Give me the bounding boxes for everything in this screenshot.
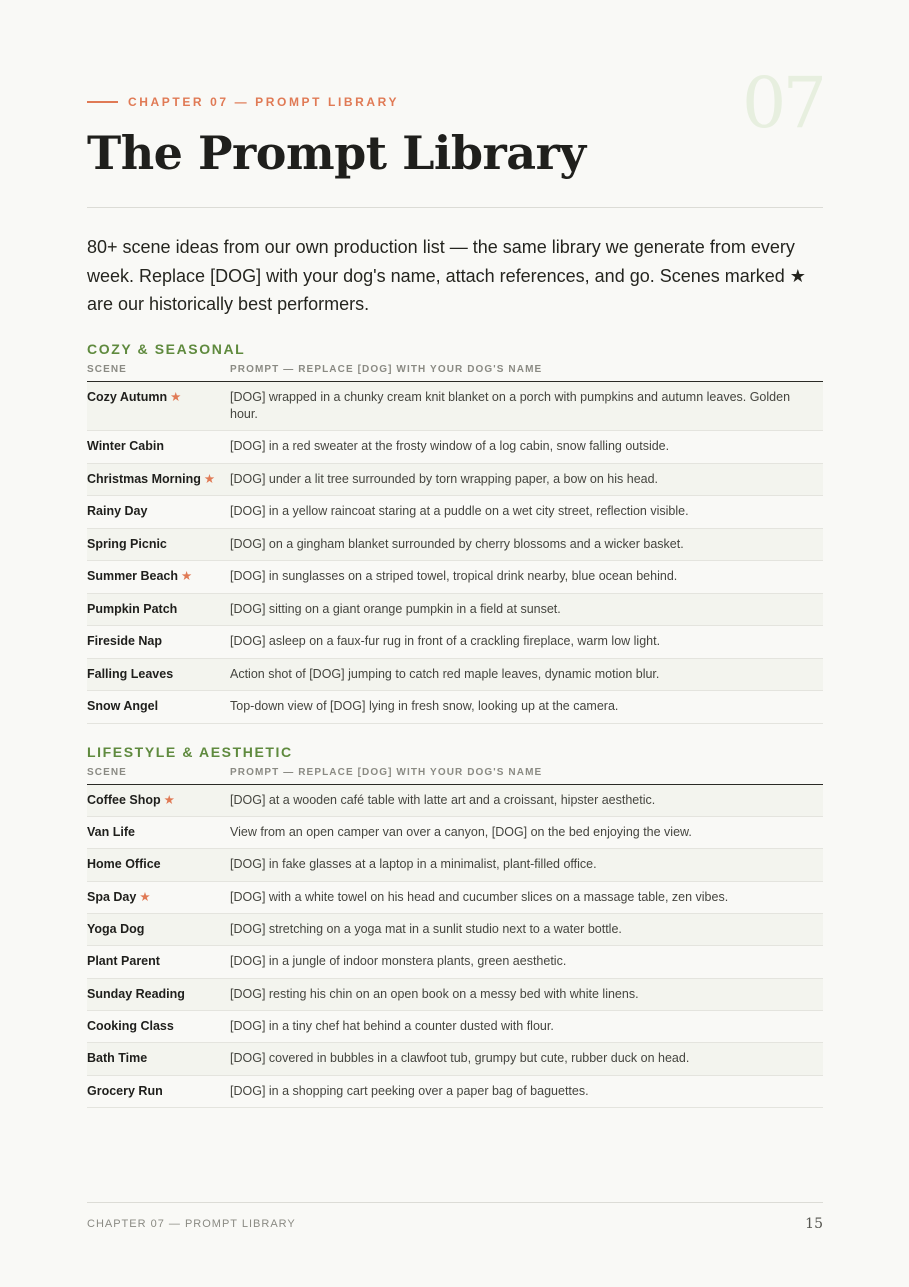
table-row — [87, 626, 823, 659]
prompt-text: [DOG] in fake glasses at a laptop in a minimalist, plant-filled office. — [230, 857, 597, 871]
prompt-text: [DOG] stretching on a yoga mat in a sunlit studio next to a water bottle. — [230, 922, 622, 936]
scene-label: Spa Day — [87, 890, 137, 904]
table-row — [87, 431, 823, 464]
scene-name — [87, 601, 230, 619]
chapter-eyebrow — [87, 95, 399, 109]
scene-name — [87, 953, 230, 971]
scene-name — [87, 824, 230, 841]
prompt-text: [DOG] with a white towel on his head and cucumber slices on a massage table, zen vibes. — [230, 890, 729, 904]
scene-label: Bath Time — [87, 1051, 148, 1065]
table-row — [87, 561, 823, 594]
page-number: 15 — [805, 1216, 823, 1232]
title-divider — [87, 207, 823, 208]
prompt-text: [DOG] sitting on a giant orange pumpkin in a field at sunset. — [230, 601, 561, 616]
prompt-text: View from an open camper van over a canyon, [DOG] on the bed enjoying the view. — [230, 825, 692, 839]
star-icon: ★ — [181, 569, 193, 583]
scene-name — [87, 921, 230, 938]
page — [87, 0, 823, 1287]
scene-label: Grocery Run — [87, 1084, 163, 1098]
scene-label: Home Office — [87, 857, 161, 871]
prompt-text: [DOG] in a yellow raincoat staring at a puddle on a wet city street, reflection visible. — [230, 504, 689, 518]
star-icon: ★ — [170, 390, 182, 404]
footer-divider — [87, 1202, 823, 1203]
column-header-scene: SCENE — [87, 364, 127, 375]
chapter-number-watermark: 07 — [741, 62, 823, 144]
page-title: The Prompt Library — [87, 126, 586, 180]
table-row — [87, 382, 823, 431]
prompt-text: Top-down view of [DOG] lying in fresh snow, looking up at the camera. — [230, 699, 619, 713]
scene-name — [87, 1018, 230, 1035]
eyebrow-text: CHAPTER 07 — PROMPT LIBRARY — [128, 95, 400, 109]
prompt-text: Action shot of [DOG] jumping to catch red maple leaves, dynamic motion blur. — [230, 666, 660, 681]
prompt-text: [DOG] in a jungle of indoor monstera plants, green aesthetic. — [230, 954, 567, 968]
prompt-text: [DOG] under a lit tree surrounded by torn wrapping paper, a bow on his head. — [230, 471, 659, 486]
table-row — [87, 785, 823, 817]
scene-label: Winter Cabin — [87, 439, 164, 453]
scene-name — [87, 438, 230, 456]
table-row — [87, 496, 823, 529]
column-header-prompt: PROMPT — REPLACE [DOG] WITH YOUR DOG'S NAME — [230, 364, 543, 375]
scene-name — [87, 633, 230, 651]
table-row — [87, 659, 823, 692]
prompt-text: [DOG] wrapped in a chunky cream knit blanket on a porch with pumpkins and autumn leaves. Golden hour. — [230, 390, 791, 421]
prompt-text: [DOG] in a shopping cart peeking over a paper bag of baguettes. — [230, 1084, 589, 1098]
section-title: LIFESTYLE & AESTHETIC — [87, 744, 293, 760]
table-row — [87, 817, 823, 849]
scene-label: Van Life — [87, 825, 135, 839]
scene-name — [87, 536, 230, 554]
scene-label: Christmas Morning — [87, 471, 201, 486]
scene-name — [87, 792, 230, 809]
table-header — [87, 359, 823, 382]
scene-name — [87, 1083, 230, 1100]
scene-label: Rainy Day — [87, 504, 148, 518]
table-header — [87, 762, 823, 785]
table-row — [87, 882, 823, 914]
table-row — [87, 914, 823, 946]
scene-label: Spring Picnic — [87, 536, 167, 551]
section-cozy-seasonal — [87, 339, 823, 724]
table-row — [87, 529, 823, 562]
scene-label: Pumpkin Patch — [87, 601, 178, 616]
footer-chapter-label: CHAPTER 07 — PROMPT LIBRARY — [87, 1218, 296, 1230]
table-row — [87, 594, 823, 627]
column-header-prompt: PROMPT — REPLACE [DOG] WITH YOUR DOG'S NAME — [230, 767, 543, 778]
scene-label: Snow Angel — [87, 699, 159, 713]
scene-label: Plant Parent — [87, 954, 160, 968]
table-row — [87, 1076, 823, 1108]
scene-label: Sunday Reading — [87, 987, 185, 1001]
intro-paragraph: 80+ scene ideas from our own production list — the same library we generate from every week. Replace [DOG] with your dog's name, attach references, and go. Scenes marked ★ are our historically best performers. — [87, 237, 806, 314]
prompt-text: [DOG] covered in bubbles in a clawfoot tub, grumpy but cute, rubber duck on head. — [230, 1051, 690, 1065]
scene-label: Falling Leaves — [87, 666, 174, 681]
scene-name — [87, 889, 230, 906]
table-row — [87, 979, 823, 1011]
scene-label: Coffee Shop — [87, 793, 161, 807]
star-icon: ★ — [203, 471, 216, 486]
scene-name — [87, 389, 230, 423]
table-row — [87, 849, 823, 882]
table-row — [87, 691, 823, 724]
table-row — [87, 1011, 823, 1043]
prompt-text: [DOG] in sunglasses on a striped towel, tropical drink nearby, blue ocean behind. — [230, 569, 678, 583]
prompt-text: [DOG] in a red sweater at the frosty window of a log cabin, snow falling outside. — [230, 439, 670, 453]
table-row — [87, 464, 823, 497]
section-lifestyle-aesthetic — [87, 742, 823, 1108]
scene-name — [87, 568, 230, 586]
prompt-text: [DOG] on a gingham blanket surrounded by cherry blossoms and a wicker basket. — [230, 536, 684, 551]
scene-name — [87, 503, 230, 521]
column-header-scene: SCENE — [87, 767, 127, 778]
section-title: COZY & SEASONAL — [87, 341, 246, 357]
scene-label: Summer Beach — [87, 569, 179, 583]
table-row — [87, 946, 823, 979]
prompt-text: [DOG] in a tiny chef hat behind a counter dusted with flour. — [230, 1019, 554, 1033]
scene-label: Fireside Nap — [87, 634, 163, 648]
scene-name — [87, 698, 230, 716]
scene-name — [87, 856, 230, 874]
prompt-text: [DOG] at a wooden café table with latte art and a croissant, hipster aesthetic. — [230, 793, 656, 807]
scene-label: Cozy Autumn — [87, 390, 168, 404]
eyebrow-rule — [87, 101, 118, 103]
scene-name — [87, 666, 230, 684]
table-row — [87, 1043, 823, 1076]
scene-label: Yoga Dog — [87, 922, 145, 936]
scene-name — [87, 986, 230, 1003]
scene-name — [87, 1050, 230, 1068]
scene-name — [87, 471, 230, 489]
prompt-text: [DOG] resting his chin on an open book on a messy bed with white linens. — [230, 987, 639, 1001]
scene-label: Cooking Class — [87, 1019, 174, 1033]
star-icon: ★ — [163, 793, 175, 807]
prompt-text: [DOG] asleep on a faux-fur rug in front of a crackling fireplace, warm low light. — [230, 634, 661, 648]
star-icon: ★ — [139, 890, 151, 904]
